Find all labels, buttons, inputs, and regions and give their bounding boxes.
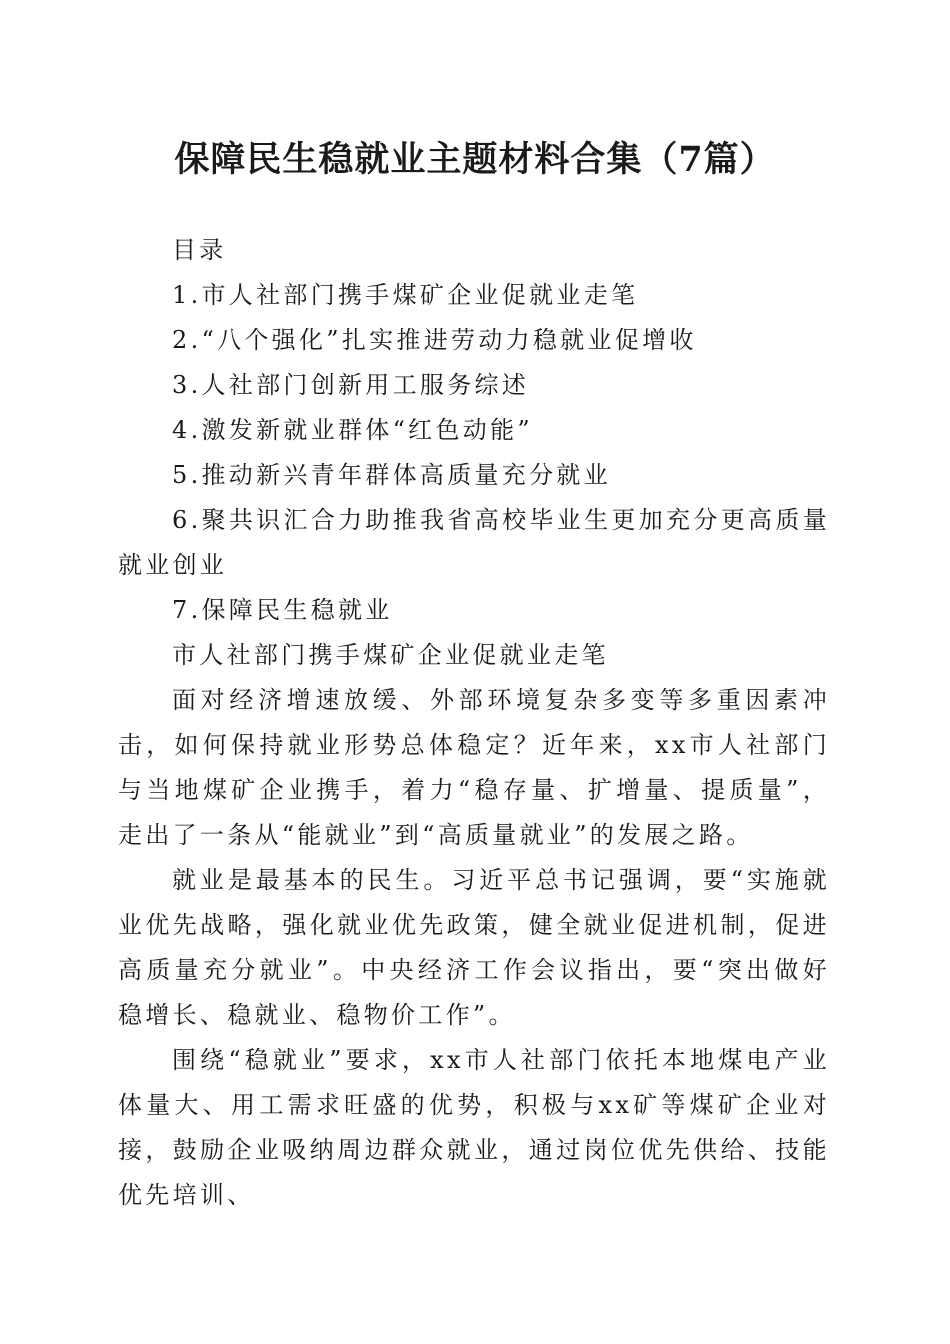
body-paragraph-1: 面对经济增速放缓、外部环境复杂多变等多重因素冲击，如何保持就业形势总体稳定？近年来，xx市人社部门与当地煤矿企业携手，着力“稳存量、扩增量、提质量”，走出了一条从“能就业”到“高质量就业”的发展之路。 [118, 686, 830, 849]
toc-item-7: 7.保障民生稳就业 [172, 596, 393, 624]
document-title: 保障民生稳就业主题材料合集（7篇） [174, 139, 776, 180]
toc-item-6: 6.聚共识汇合力助推我省高校毕业生更加充分更高质量就业创业 [118, 506, 830, 579]
toc-item-2: 2.“八个强化”扎实推进劳动力稳就业促增收 [172, 326, 697, 354]
section-title: 市人社部门携手煤矿企业促就业走笔 [172, 641, 609, 669]
toc-item-5: 5.推动新兴青年群体高质量充分就业 [172, 461, 611, 489]
toc-item-4: 4.激发新就业群体“红色动能” [172, 416, 533, 444]
toc-item-3: 3.人社部门创新用工服务综述 [172, 371, 530, 399]
body-paragraph-3: 围绕“稳就业”要求，xx市人社部门依托本地煤电产业体量大、用工需求旺盛的优势，积极与xx矿等煤矿企业对接，鼓励企业吸纳周边群众就业，通过岗位优先供给、技能优先培训、 [118, 1046, 830, 1209]
toc-item-1: 1.市人社部门携手煤矿企业促就业走笔 [172, 281, 639, 309]
document-body [118, 228, 830, 1218]
toc-heading: 目录 [172, 236, 227, 264]
body-paragraph-2: 就业是最基本的民生。习近平总书记强调，要“实施就业优先战略，强化就业优先政策，健全就业促进机制，促进高质量充分就业”。中央经济工作会议指出，要“突出做好稳增长、稳就业、稳物价工作”。 [118, 866, 830, 1029]
